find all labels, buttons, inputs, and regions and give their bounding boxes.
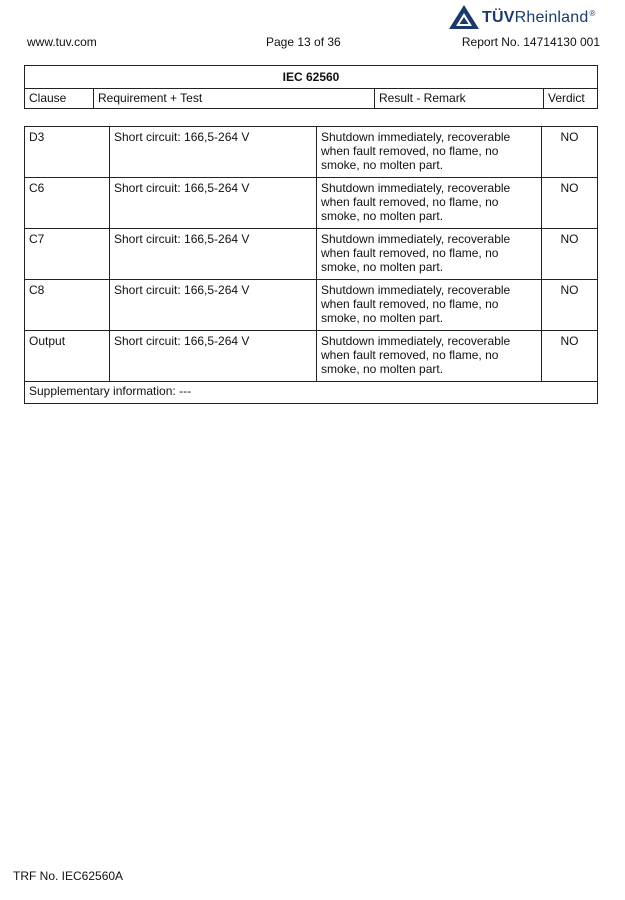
col-header-verdict: Verdict [544,89,598,109]
supplementary-row [25,382,598,404]
result-cell: Shutdown immediately, recoverable when fault removed, no flame, no smoke, no molten part. [317,127,542,178]
website-url: www.tuv.com [27,35,97,49]
col-header-clause: Clause [25,89,94,109]
table-row [25,331,598,382]
clause-cell: C7 [25,229,110,280]
logo-wordmark [482,9,596,27]
result-cell: Shutdown immediately, recoverable when fault removed, no flame, no smoke, no molten part. [317,331,542,382]
logo-text-bold: TÜV [482,9,515,26]
table-row [25,127,598,178]
verdict-cell: NO [542,127,598,178]
verdict-cell: NO [542,229,598,280]
col-header-requirement: Requirement + Test [94,89,375,109]
table-row [25,280,598,331]
tuv-triangle-icon [448,4,480,30]
page-number: Page 13 of 36 [266,35,341,49]
requirement-cell: Short circuit: 166,5-264 V [110,280,317,331]
result-cell: Shutdown immediately, recoverable when fault removed, no flame, no smoke, no molten part. [317,178,542,229]
requirement-cell: Short circuit: 166,5-264 V [110,331,317,382]
requirement-cell: Short circuit: 166,5-264 V [110,229,317,280]
verdict-cell: NO [542,280,598,331]
clause-cell: C6 [25,178,110,229]
requirement-cell: Short circuit: 166,5-264 V [110,127,317,178]
verdict-cell: NO [542,178,598,229]
clause-cell: D3 [25,127,110,178]
results-table [24,126,598,404]
standard-title: IEC 62560 [25,66,598,89]
table-row [25,178,598,229]
supplementary-info: Supplementary information: --- [25,382,598,404]
tuv-logo [448,4,603,30]
clause-cell: C8 [25,280,110,331]
verdict-cell: NO [542,331,598,382]
clause-cell: Output [25,331,110,382]
logo-text-regular: Rheinland [514,9,589,26]
result-cell: Shutdown immediately, recoverable when fault removed, no flame, no smoke, no molten part. [317,280,542,331]
standard-header-table [24,65,598,109]
report-number: Report No. 14714130 001 [461,35,600,49]
result-cell: Shutdown immediately, recoverable when fault removed, no flame, no smoke, no molten part. [317,229,542,280]
trf-number: TRF No. IEC62560A [13,869,124,883]
requirement-cell: Short circuit: 166,5-264 V [110,178,317,229]
table-row [25,229,598,280]
registered-mark: ® [589,9,596,18]
col-header-result: Result - Remark [375,89,544,109]
